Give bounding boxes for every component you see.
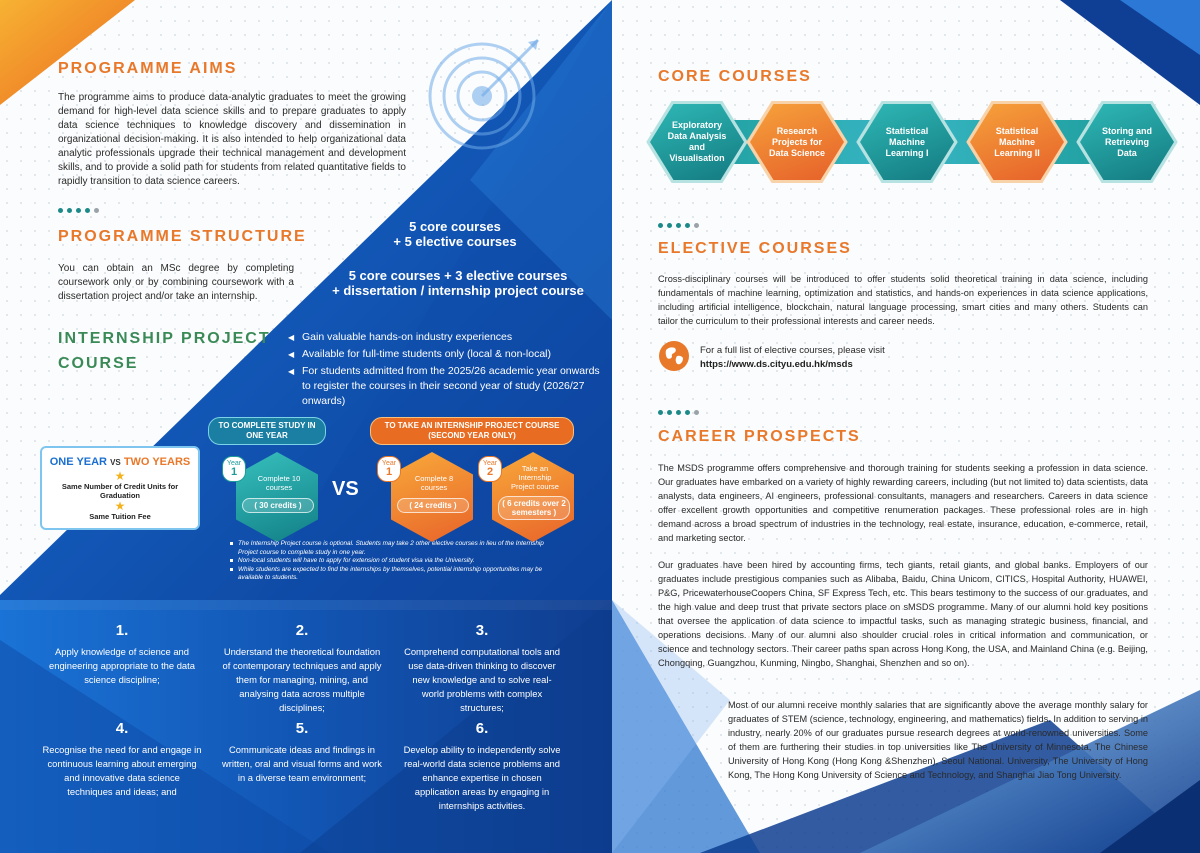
globe-icon: [658, 340, 690, 372]
structure-option-coursework: [360, 219, 550, 249]
outcome-text: Recognise the need for and engage in continuous learning about emerging and innovative data science techniques and ideas; and: [42, 744, 202, 797]
hexagon-credits: ( 6 credits over 2 semesters ): [498, 496, 570, 520]
internship-notes: [230, 540, 560, 583]
hexagon-credits: ( 30 credits ): [242, 498, 314, 513]
core-course-hexagon: [650, 104, 744, 180]
hexagon-shape: [391, 452, 473, 542]
elective-link[interactable]: https://www.ds.cityu.edu.hk/msds: [700, 359, 853, 370]
structure-body: You can obtain an MSc degree by completing coursework only or by combining coursework with a dissertation project and/or take an internship.: [58, 263, 294, 302]
year-word: Year: [482, 460, 498, 467]
internship-title: [58, 326, 271, 376]
career-paragraph-1: The MSDS programme offers comprehensive and thorough training for students seeking a profession in data science. Our graduates have embarked on a variety of highly rewarding careers, including (but not limited to) data scientists, data analysts, data engineers, AI engineers, professional consultants, managers and researchers. Careers in data science offer excellent growth opportunities and competitive renumeration packages. These professional roles are in high demand across a broad spectrum of industries in the technology, real estate, insurance, education, e-commerce, retail, and marketing sector.: [658, 463, 1148, 543]
aims-body: The programme aims to produce data-analytic graduates to meet the growing demand for high-level data science skills and to prepare graduates to apply data science techniques to knowledge discovery and dissemination in organizational decision-making. It is also intended to help organizational data analytic professionals upgrade their technical management and development skills, and to provide a solid path for students from related quantitative fields to rapidly transition to data science careers.: [58, 92, 406, 187]
internship-pill: TO TAKE AN INTERNSHIP PROJECT COURSE (SECOND YEAR ONLY): [370, 417, 574, 445]
one-year-pill: TO COMPLETE STUDY IN ONE YEAR: [208, 417, 326, 445]
year-badge: [222, 456, 246, 482]
outcome-text: Develop ability to independently solve real-world data science problems and enhance expertise in chosen application areas by engaging in internships activities.: [403, 744, 561, 811]
year-number: 1: [230, 466, 238, 478]
internship-title-line2: COURSE: [58, 355, 139, 372]
core-course-hexagon: [860, 104, 954, 180]
elective-visit-text: For a full list of elective courses, please visit: [700, 345, 885, 356]
elective-title: ELECTIVE COURSES: [658, 240, 852, 257]
year-word: Year: [226, 460, 242, 467]
outcome-text: Comprehend computational tools and use data-driven thinking to discover new knowledge and to solve real-world problems with complex structures;: [404, 646, 560, 713]
option1-line2: + 5 elective courses: [393, 234, 517, 249]
section-dots: [658, 223, 699, 228]
vs-big: VS: [332, 478, 359, 500]
option2-line1: 5 core courses + 3 elective courses: [348, 268, 568, 283]
hexagon-shape: [236, 452, 318, 542]
same-fee-text: Same Tuition Fee: [89, 512, 151, 521]
elective-body: Cross-disciplinary courses will be introduced to offer students solid theoretical training in data science, including fundamentals of machine learning, optimization and statistics, and hands-on experiences in data science applications, including artificial intelligence, blockchain, natural language processing, smart cities and many others. Students can tailor the curriculum to their professional interests and career needs.: [658, 274, 1148, 326]
option2-line2: + dissertation / internship project course: [332, 283, 584, 298]
structure-option-dissertation: [318, 268, 598, 298]
vs-label: VS: [110, 458, 121, 467]
list-item: ◀ Gain valuable hands-on industry experiences: [288, 330, 608, 345]
list-item: Non-local students will have to apply for extension of student visa via the University.: [230, 557, 560, 566]
two-year-first-hexagon: [383, 452, 475, 542]
outcome-number: 6.: [475, 720, 489, 737]
list-item: While students are expected to find the internships by themselves, potential internship opportunities may be available to students.: [230, 566, 560, 583]
hexagon-credits: ( 24 credits ): [397, 498, 469, 513]
outcome-number: 4.: [115, 720, 129, 737]
star-icon: ★: [114, 499, 126, 513]
section-dots: [658, 410, 699, 415]
year-badge: [478, 456, 502, 482]
hexagon-label: Complete 8 courses: [414, 474, 454, 492]
career-title: CAREER PROSPECTS: [658, 428, 861, 445]
hexagon-label: Take an Internship Project course: [511, 464, 559, 491]
outcome-number: 3.: [475, 622, 489, 639]
one-year-hexagon: [228, 452, 320, 542]
list-item: ◀ For students admitted from the 2025/26 academic year onwards to register the courses in their second year of study (2026/27 onwards): [288, 364, 608, 409]
same-credits-text: Same Number of Credit Units for Graduation: [61, 482, 179, 500]
list-item: The Internship Project course is optional. Students may take 2 other elective courses in lieu of the Internship Project course to complete study in one year.: [230, 540, 560, 557]
two-year-second-hexagon: [484, 452, 576, 542]
option1-line1: 5 core courses: [409, 219, 501, 234]
outcome-number: 5.: [295, 720, 309, 737]
comparison-heading: [42, 456, 198, 468]
core-course-label: Exploratory Data Analysis and Visualisation: [667, 120, 727, 163]
section-dots: [58, 208, 99, 213]
core-course-label: Storing and Retrieving Data: [1102, 125, 1152, 158]
outcome-item: [402, 622, 562, 715]
list-item: ◀ Available for full-time students only (local & non-local): [288, 347, 608, 362]
outcome-item: [222, 622, 382, 715]
outcome-number: 2.: [295, 622, 309, 639]
aims-title: PROGRAMME AIMS: [58, 60, 238, 77]
core-course-label: Research Projects for Data Science: [768, 125, 826, 158]
core-course-label: Statistical Machine Learning I: [885, 125, 929, 158]
two-years-label: TWO YEARS: [123, 456, 191, 468]
star-icon: ★: [114, 469, 126, 483]
outcome-text: Communicate ideas and findings in written, oral and visual forms and work in a diverse team environment;: [222, 744, 382, 783]
year-number: 2: [486, 466, 494, 478]
outcome-text: Apply knowledge of science and engineering appropriate to the data science discipline;: [49, 646, 195, 685]
core-title: CORE COURSES: [658, 68, 812, 85]
career-paragraph-2: Our graduates have been hired by accounting firms, tech giants, retail giants, and global banks. Employers of our graduates include prestigious companies such as Alibaba, Baidu, China Unicom, CITICS, Hospital Authority, HUAWEI, P&G, PricewaterhouseCoopers China, SF Express Tech, etc. This bears testimony to the success of our graduates, and the high value and deep trust that private sectors place on sMSDS programme. Many of our alumni hold key positions that oversee the application of data science to impactful tasks, such as managing strategic business, financial, and operations decisions. Many of our alumni also shoulder crucial roles in critical information and communication, or science and technology sectors. Their career paths span across Hong Kong, the USA, and Mainland China (e.g. Beijing, Chongqing, Guangzhou, Kunming, Ningbo, Shanghai, Shenzhen and so on).: [658, 560, 1148, 668]
structure-title: PROGRAMME STRUCTURE: [58, 228, 307, 245]
outcome-item: [402, 720, 562, 813]
outcome-number: 1.: [115, 622, 129, 639]
internship-title-line1: INTERNSHIP PROJECT: [58, 330, 271, 347]
outcome-item: [42, 622, 202, 687]
internship-bullets: [288, 330, 608, 411]
career-paragraph-3: Most of our alumni receive monthly salaries that are significantly above the average monthly salary for graduates of STEM (science, technology, engineering, and mathematics) fields. In addition to serving in industry, nearly 20% of our graduates pursue research degrees at world-renowned universities. Some of them are furthering their studies in top universities like The University of Minnesota, The Chinese University of Hong Kong (Hong Kong &Shenzhen), Seoul National. University, The University of Hong Kong, The Hong Kong University of Science and Technology, and Shanghai Jiao Tong University.: [728, 700, 1148, 780]
outcome-item: [222, 720, 382, 785]
year-number: 1: [385, 466, 393, 478]
outcome-text: Understand the theoretical foundation of contemporary techniques and apply them for managing, mining, and analysing data across multiple disciplines;: [222, 646, 382, 713]
one-year-label: ONE YEAR: [49, 456, 108, 468]
core-course-hexagon: [970, 104, 1064, 180]
core-course-label: Statistical Machine Learning II: [994, 125, 1040, 158]
core-course-hexagon: [750, 104, 844, 180]
comparison-box: [40, 446, 200, 530]
outcome-item: [42, 720, 202, 799]
year-word: Year: [381, 460, 397, 467]
target-icon: [420, 30, 550, 160]
hexagon-label: Complete 10 courses: [257, 474, 301, 492]
core-course-hexagon: [1080, 104, 1174, 180]
year-badge: [377, 456, 401, 482]
